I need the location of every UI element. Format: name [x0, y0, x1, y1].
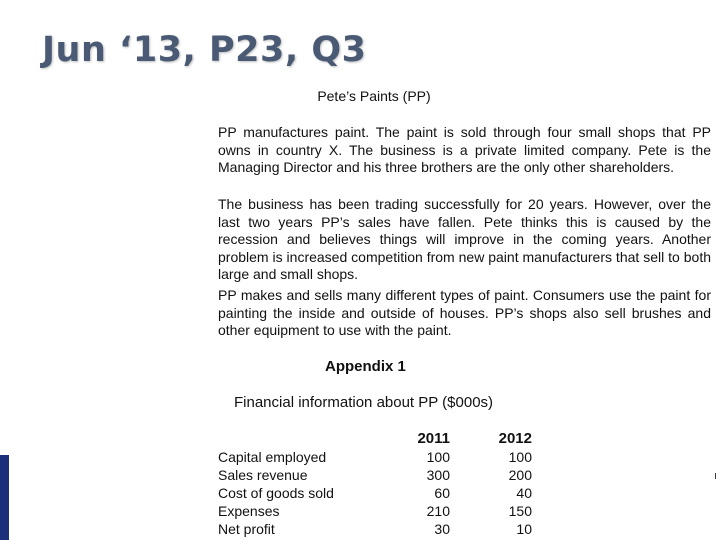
row-label: Net profit	[218, 521, 275, 537]
paragraph-2: The business has been trading successfully for 20 years. However, over the last two years PP’s sales have fallen. Pete thinks this is caused by the recession and believes things will improve in the coming years. Another problem is increased competition from new paint manufacturers that sell to both large and small shops.	[218, 196, 711, 282]
column-header-2012: 2012	[498, 430, 532, 447]
table-row	[218, 484, 532, 502]
row-label: Capital employed	[218, 449, 327, 465]
cell-value: 100	[508, 449, 532, 465]
left-accent-bar	[0, 455, 9, 540]
table-header-blank	[218, 430, 378, 448]
cell-value: 300	[426, 467, 450, 483]
column-header-2011: 2011	[417, 430, 450, 447]
cell-value: 10	[516, 521, 532, 537]
table-row	[218, 466, 532, 484]
financial-table	[218, 430, 532, 538]
cell-value: 200	[508, 467, 532, 483]
cell-value: 60	[434, 485, 450, 501]
table-row	[218, 520, 532, 538]
paragraph-1: PP manufactures paint. The paint is sold through four small shops that PP owns in country X. The business is a private limited company. Pete is the Managing Director and his three brothers are the only other shareholders.	[218, 124, 711, 175]
document-heading: Pete’s Paints (PP)	[317, 88, 431, 104]
cell-value: 40	[516, 485, 532, 501]
cell-value: 100	[426, 449, 450, 465]
table-row	[218, 448, 532, 466]
appendix-subtitle: Financial information about PP ($000s)	[234, 394, 494, 411]
row-label: Cost of goods sold	[218, 485, 334, 501]
appendix-title: Appendix 1	[325, 358, 406, 375]
row-label: Expenses	[218, 503, 280, 519]
cell-value: 30	[434, 521, 450, 537]
cell-value: 150	[508, 503, 532, 519]
edge-mark: ı	[714, 470, 718, 482]
row-label: Sales revenue	[218, 467, 308, 483]
table-header-row	[218, 430, 532, 448]
cell-value: 210	[426, 503, 450, 519]
slide-title: Jun ‘13, P23, Q3	[42, 30, 367, 70]
paragraph-3: PP makes and sells many different types of paint. Consumers use the paint for painting the inside and outside of houses. PP’s shops also sell brushes and other equipment to use with the paint.	[218, 287, 711, 338]
table-row	[218, 502, 532, 520]
